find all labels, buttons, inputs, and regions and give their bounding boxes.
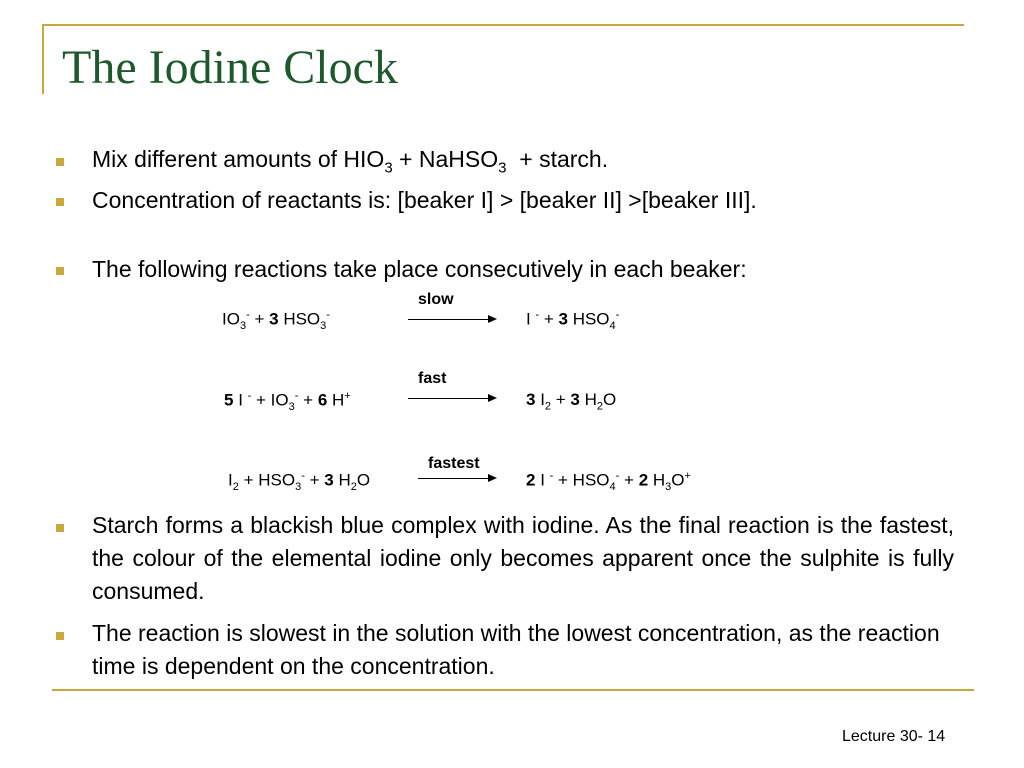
reaction-3-arrowhead — [488, 474, 497, 482]
reaction-2-products: 3 $I_2 + 3$ $H_2O$ — [526, 390, 617, 413]
bullet-2-text: Concentration of reactants is: [beaker I] > [beaker II] >[beaker III]. — [92, 187, 757, 213]
frame-top-line — [42, 24, 964, 26]
bullet-4-text: Starch forms a blackish blue complex with iodine. As the final reaction is the fastest, the colour of the elemental iodine only becomes apparent once the sulphite is fully consumed. — [92, 512, 954, 604]
b1-sub2: 3 — [498, 159, 507, 177]
reaction-3-products: 2 I $^- + HSO_4^- + 2$ $H_3O^+$ — [526, 470, 691, 494]
bullet-marker — [56, 158, 64, 166]
reaction-1-arrowhead — [488, 315, 497, 323]
reaction-2-arrowhead — [488, 394, 497, 402]
bullet-marker — [56, 524, 64, 532]
b1-mid: + NaHSO — [392, 146, 499, 172]
reaction-3-reactants: $I_2 + HSO_3^- + 3$ $H_2O$ — [228, 470, 371, 494]
slide-title: The Iodine Clock — [62, 41, 398, 94]
bullet-marker — [56, 198, 64, 206]
reaction-1-arrow — [408, 319, 490, 320]
reaction-2-reactants: 5 I $^- + IO_3^- + 6$ H+ — [224, 390, 351, 414]
bullet-3-text: The following reactions take place consecutively in each beaker: — [92, 256, 747, 282]
reaction-1-label: slow — [418, 291, 454, 308]
slide-footer: Lecture 30- 14 — [842, 728, 946, 745]
b1-sub1: 3 — [384, 159, 393, 177]
frame-left-line — [42, 24, 44, 94]
reaction-2-label: fast — [418, 370, 447, 387]
b1-pre: Mix different amounts of HIO — [92, 146, 385, 172]
bullet-marker — [56, 267, 64, 275]
bullet-5-text: The reaction is slowest in the solution with the lowest concentration, as the reaction time is dependent on the concentration. — [92, 620, 940, 679]
bullet-marker — [56, 632, 64, 640]
reaction-3-label: fastest — [428, 455, 480, 472]
reaction-2-arrow — [408, 398, 490, 399]
reaction-1-reactants: $IO_3^- + 3$ $HSO_3^-$ — [222, 309, 330, 333]
reaction-3-arrow — [418, 478, 490, 479]
frame-bottom-line — [52, 689, 974, 691]
reaction-1-products: I - + 3 $HSO_4^-$ — [526, 309, 620, 333]
bullet-1-text — [92, 143, 608, 185]
b1-post: + starch. — [506, 146, 609, 172]
